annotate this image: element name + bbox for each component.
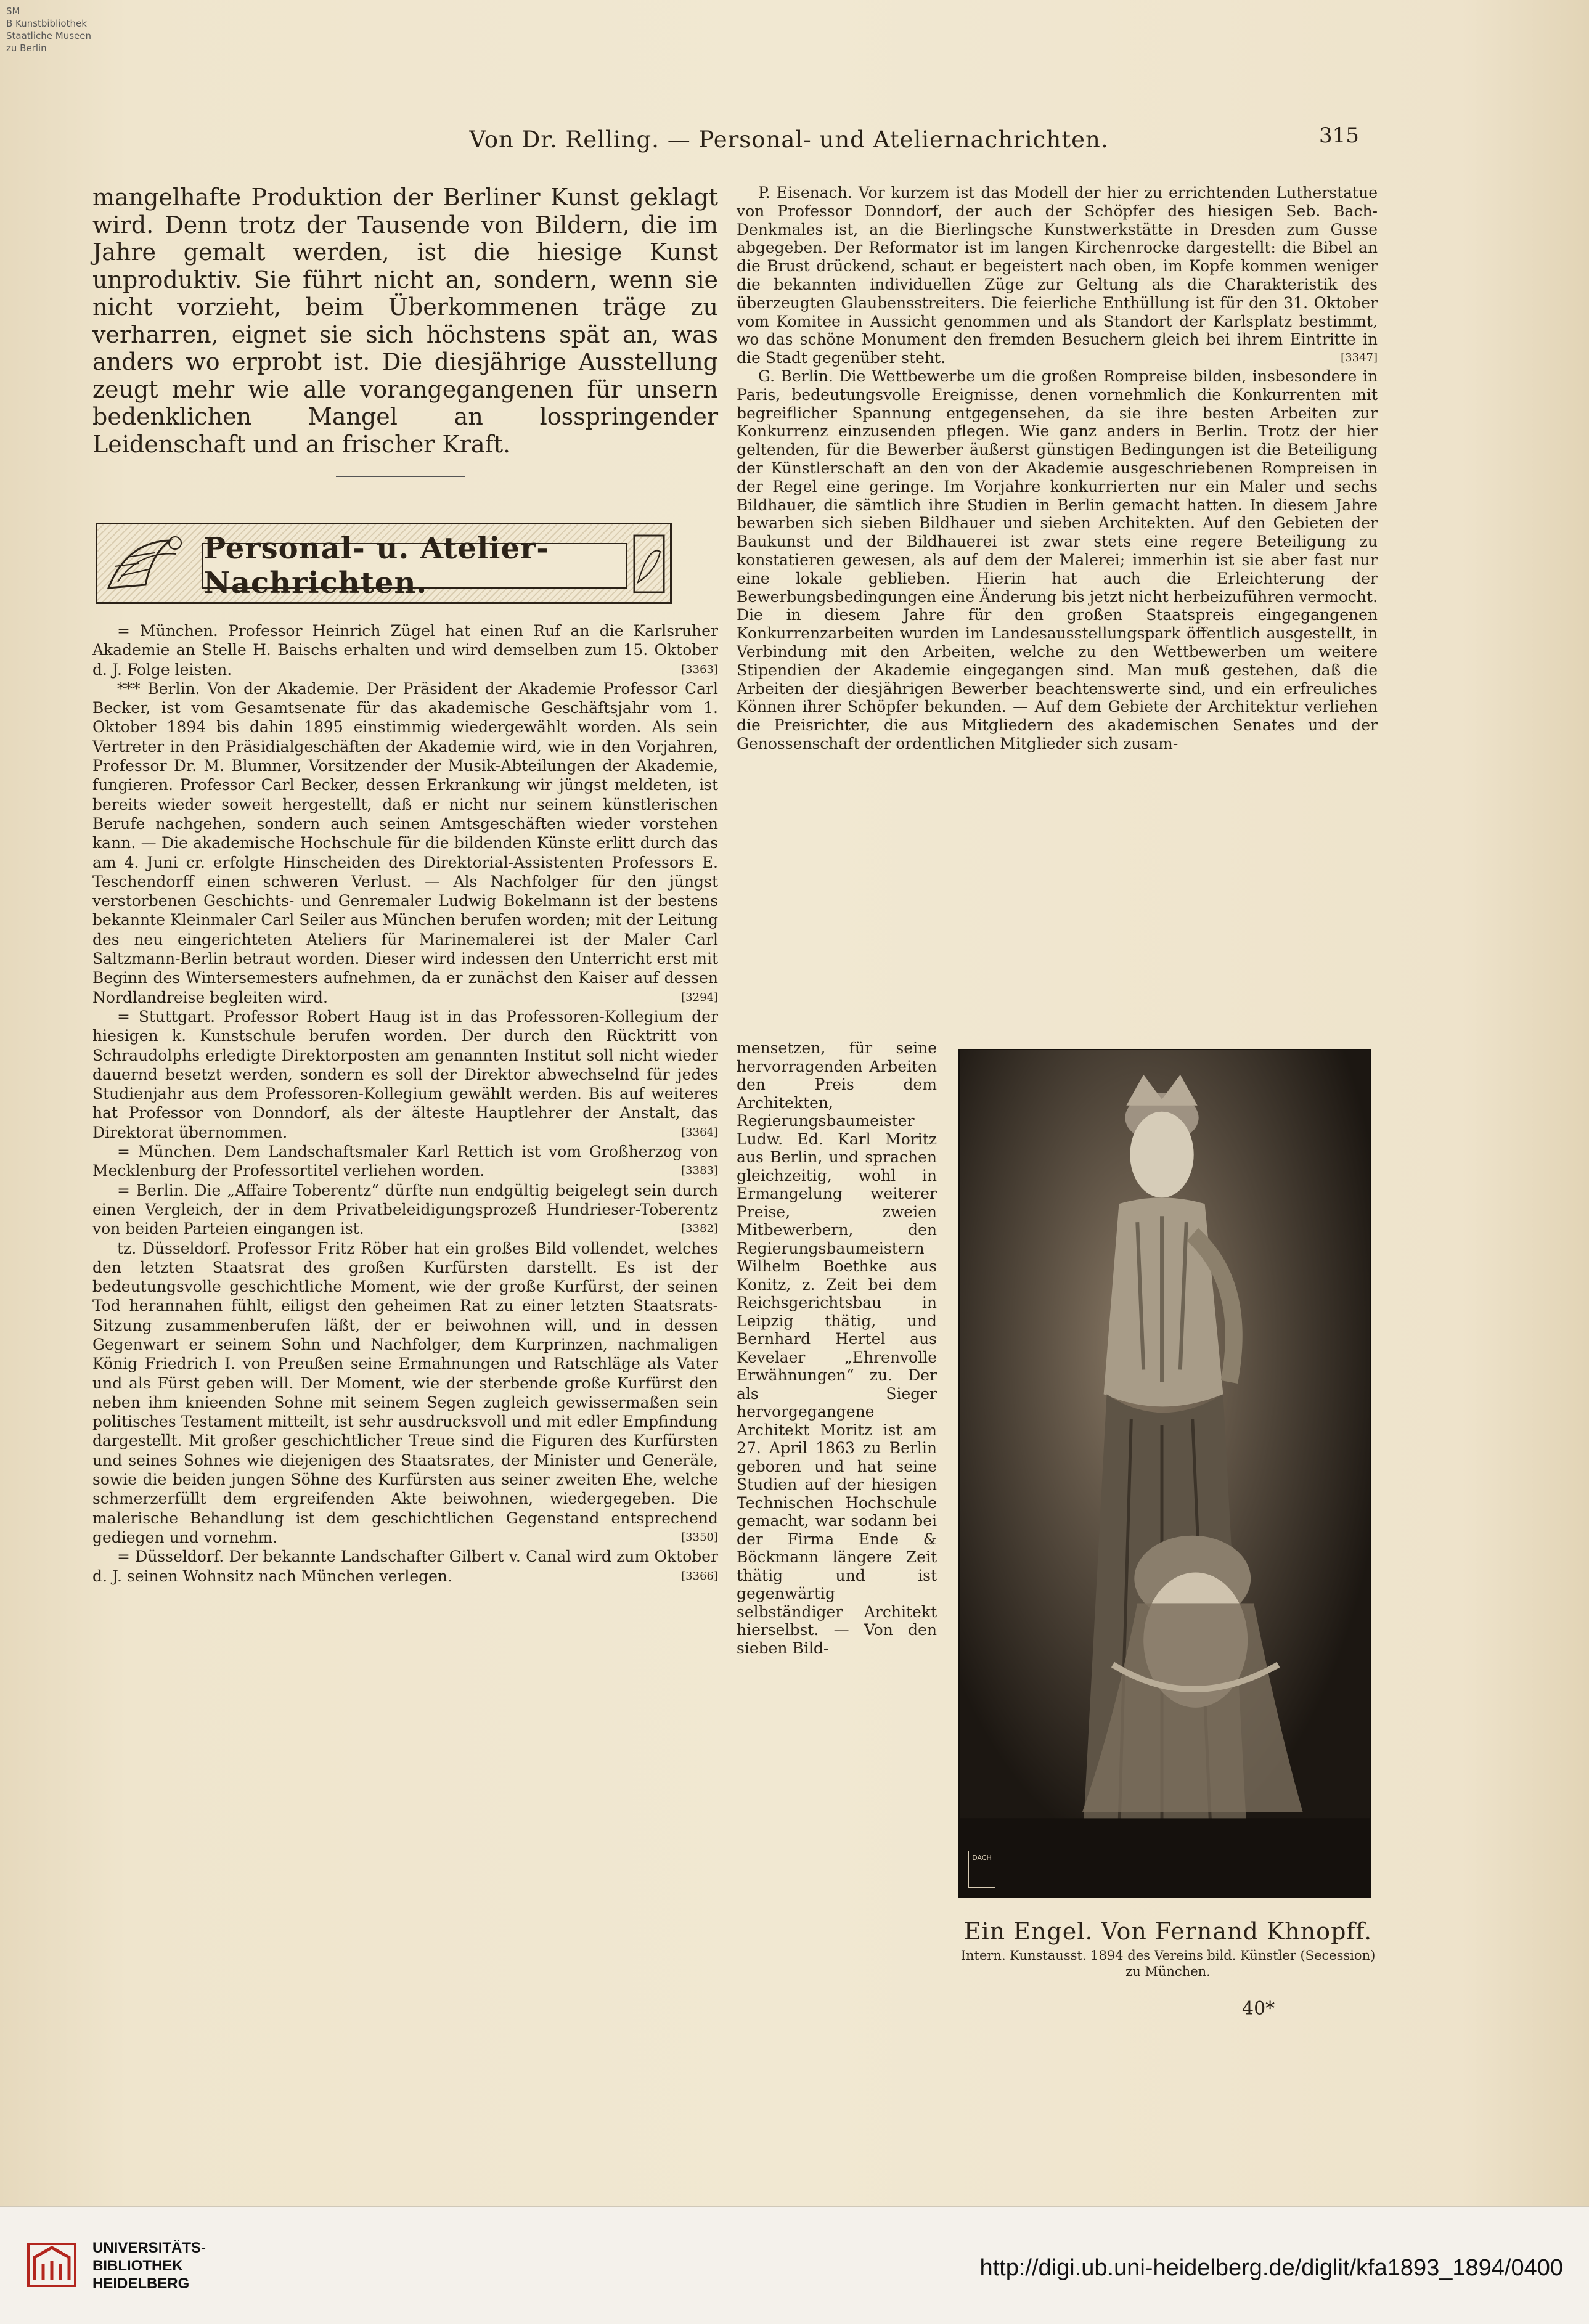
digitization-footer: [0, 2206, 1589, 2324]
institution-line: UNIVERSITÄTS-: [92, 2240, 206, 2256]
library-stamp: [6, 5, 142, 54]
institution-line: BIBLIOTHEK: [92, 2257, 183, 2274]
reference-number: [3383]: [681, 1164, 718, 1178]
news-text: = München. Dem Landschaftsmaler Karl Rettich ist vom Großherzog von Mecklenburg der Professortitel verliehen worden.: [92, 1143, 718, 1180]
narrow-column-text: mensetzen, für seine hervorragenden Arbeiten den Preis dem Architekten, Regierungsbaumeister Ludw. Ed. Karl Moritz aus Berlin, und sprachen gleichzeitig, wohl in Ermangelung weiterer Preise, zweien Mitbewerbern, den Regierungsbaumeistern Wilhelm Boethke aus Konitz, z. Zeit bei dem Reichsgerichtsbau in Leipzig thätig, und Bernhard Hertel aus Kevelaer „Ehrenvolle Erwähnungen“ zu. Der als Sieger hervorgegangene Architekt Moritz ist am 27. April 1863 zu Berlin geboren und hat seine Studien auf der hiesigen Technischen Hochschule gemacht, war sodann bei der Firma Ende & Böckmann längere Zeit thätig und ist gegenwärtig selbständiger Architekt hierselbst. — Von den sieben Bild-: [737, 1039, 937, 1657]
news-column: [92, 621, 718, 1586]
news-item: [92, 1547, 718, 1586]
ornament-wreath-icon: [102, 529, 195, 597]
news-item: [92, 1007, 718, 1142]
stamp-line: Staatliche Museen: [6, 30, 91, 41]
artist-monogram: DACH: [968, 1851, 995, 1888]
stamp-line: zu Berlin: [6, 43, 47, 54]
news-text: P. Eisenach. Vor kurzem ist das Modell der hier zu errichtenden Lutherstatue von Professor Donndorf, der auch der Schöpfer des hiesigen Seb. Bach-Denkmales ist, an die Bierlingsche Kunstwerkstätte in Dresden zum Gusse abgegeben. Der Reformator ist im langen Kirchenrocke dargestellt: die Bibel an die Brust drückend, schaut er begeistert nach oben, im Kopfe kommen weniger die bekannten individuellen Züge zur Geltung als die Charakteristik des überzeugten Glaubensstreiters. Die feierliche Enthüllung ist für den 31. Oktober vom Komitee in Aussicht genommen und als Standort der Karlsplatz bestimmt, wo das schöne Monument den fremden Besuchern gleich bei ihrem Eintritte in die Stadt gegenüber steht.: [737, 184, 1378, 367]
reference-number: [3364]: [681, 1125, 718, 1139]
lead-paragraph: [92, 184, 718, 458]
ornament-palette-icon: [632, 533, 666, 595]
institution-line: HEIDELBERG: [92, 2275, 190, 2292]
reference-number: [3363]: [681, 663, 718, 676]
news-item: [92, 621, 718, 679]
lead-text: mangelhafte Produktion der Berliner Kunst geklagt wird. Denn trotz der Tausende von Bildern, die im Jahre gemalt werden, ist die hiesige Kunst unproduktiv. Sie führt nicht an, sondern, wenn sie nicht vorzieht, beim Überkommenen träge zu verharren, eignet sie sich höchstens spät an, was anders wo erprobt ist. Die diesjährige Ausstellung zeugt mehr wie alle vorangegangenen für unsern bedenklichen Mangel an losspringender Leidenschaft und an frischer Kraft.: [92, 184, 718, 458]
news-text: G. Berlin. Die Wettbewerbe um die großen Rompreise bilden, insbesondere in Paris, bedeutungsvolle Ereignisse, denen vornehmlich die Konkurrenten mit begreiflicher Spannung entgegensehen, da sie ihre besten Arbeiten zur Konkurrenz einzusenden pflegen. Wie ganz anders in Berlin. Trotz der hier geltenden, für die Bewerber äußerst günstigen Bedingungen ist die Beteiligung der Künstlerschaft an den von der Akademie ausgeschriebenen Rompreisen in der Regel eine geringe. Im Vorjahre konkurrierten nur ein Maler und sechs Bildhauer, die sämtlich ihre Studien in Berlin gemacht hatten. In diesem Jahre bewarben sich sieben Bildhauer und sieben Architekten. Auf den Gebieten der Baukunst und der Bildhauerei ist zwar stets eine regere Beteiligung zu konstatieren gewesen, als auf dem der Malerei; immerhin ist sie aber fast nur eine lokale geblieben. Hierin hat auch die Erleichterung der Bewerbungsbedingungen eine Änderung bis jetzt nicht herbeizuführen vermocht. Die in diesem Jahre für den großen Staatspreis eingegangenen Konkurrenzarbeiten wurden im Landesausstellungspark öffentlich ausgestellt, in Verbindung mit den Arbeiten, welche zu den Wettbewerben um weitere Stipendien der Akademie eingegangen sind. Man muß gestehen, daß die Arbeiten der diesjährigen Bewerber beachtenswerte sind, und ein erfreuliches Können ihrer Schöpfer bekunden. — Auf dem Gebiete der Architektur verliehen die Preisrichter, die aus Mitgliedern des akademischen Senates und der Genossenschaft der ordentlichen Mitglieder sich zusam-: [737, 367, 1378, 752]
news-item: [92, 1142, 718, 1181]
right-column: [737, 184, 1378, 753]
news-item: [92, 1239, 718, 1547]
news-text: = Düsseldorf. Der bekannte Landschafter Gilbert v. Canal wird zum Oktober d. J. seinen Wohnsitz nach München verlegen.: [92, 1547, 718, 1585]
news-item: [92, 1181, 718, 1239]
angel-engraving-icon: [960, 1050, 1370, 1896]
news-item: [737, 184, 1378, 367]
illustration-angel: [958, 1049, 1371, 1898]
printer-signature-mark: 40*: [1242, 1998, 1275, 2020]
stamp-line: B Kunstbibliothek: [6, 18, 87, 29]
page-number: 315: [1319, 123, 1359, 148]
reference-number: [3366]: [681, 1569, 718, 1583]
source-url-link[interactable]: http://digi.ub.uni-heidelberg.de/diglit/kfa1893_1894/0400: [979, 2255, 1563, 2281]
university-library-logo-icon: [26, 2239, 78, 2291]
section-banner: [96, 523, 672, 604]
news-text: = München. Professor Heinrich Zügel hat einen Ruf an die Karlsruher Akademie an Stelle H. Baischs erhalten und wird demselben zum 15. Oktober d. J. Folge leisten.: [92, 622, 718, 679]
section-divider: [336, 476, 465, 477]
reference-number: [3382]: [681, 1222, 718, 1236]
news-text: = Stuttgart. Professor Robert Haug ist in das Professoren-Kollegium der hiesigen k. Kunstschule berufen worden. Der durch den Rücktritt von Schraudolphs erledigte Direktorposten am genannten Institut soll nicht wieder dauernd besetzt werden, sondern es soll der Direktor abwechselnd für jedes Studienjahr aus dem Professoren-Kollegium gewählt werden. Bis auf weiteres hat Professor von Donndorf, als der älteste Hauptlehrer der Anstalt, das Direktorat übernommen.: [92, 1007, 718, 1141]
stamp-line: SM: [6, 6, 20, 17]
news-item: [737, 367, 1378, 753]
reference-number: [3350]: [681, 1530, 718, 1544]
illustration-caption-subtitle: Intern. Kunstausst. 1894 des Vereins bild. Künstler (Secession) zu München.: [960, 1948, 1376, 1979]
news-text: tz. Düsseldorf. Professor Fritz Röber hat ein großes Bild vollendet, welches den letzten Staatsrat des großen Kurfürsten darstellt. Es ist der bedeutungsvolle geschichtliche Moment, wie der große Kurfürst, der seinen Tod herannahen fühlt, eiligst den geheimen Rat zu einer letzten Staatsrats-Sitzung zusammenberufen läßt, der er beiwohnen will, und in dessen Gegenwart er seinem Sohn und Nachfolger, dem Kurprinzen, nachmaligen König Friedrich I. von Preußen seine Ermahnungen und Ratschläge als Vater und als Fürst geben will. Der Moment, wie der sterbende große Kurfürst den neben ihm knieenden Sohne mit seinem Segen zugleich gewissermaßen sein politisches Testament mitteilt, ist sehr ausdrucksvoll und mit edler Empfindung dargestellt. Mit großer geschichtlicher Treue sind die Figuren des Kurfürsten und seines Sohnes wie diejenigen des Staatsrates, der Minister und Generäle, sowie die beiden jungen Söhne des Kurfürsten aus seiner zweiten Ehe, welche schmerzerfüllt dem ergreifenden Akte beiwohnen, wiedergegeben. Die malerische Behandlung ist dem geschichtlichen Gegenstand entsprechend gediegen und vornehm.: [92, 1239, 718, 1546]
news-text: *** Berlin. Von der Akademie. Der Präsident der Akademie Professor Carl Becker, ist vom Gesamtsenate für das akademische Geschäftsjahr vom 1. Oktober 1894 bis dahin 1895 einstimmig wiedergewählt worden. Als sein Vertreter in den Präsidialgeschäften der Akademie wird, wie in den Vorjahren, Professor Dr. M. Blumner, Vorsitzender der Musik-Abteilungen der Akademie, fungieren. Professor Carl Becker, dessen Erkrankung wir jüngst meldeten, ist bereits wieder soweit hergestellt, daß er nicht nur seinem künstlerischen Berufe nachgehen, sondern auch seinen Amtsgeschäften wieder vorstehen kann. — Die akademische Hochschule für die bildenden Künste erlitt durch das am 4. Juni cr. erfolgte Hinscheiden des Direktorial-Assistenten Professors E. Teschendorff einen schweren Verlust. — Als Nachfolger für den jüngst verstorbenen Geschichts- und Genremaler Ludwig Bokelmann ist der bestens bekannte Kleinmaler Carl Seiler aus München berufen worden; mit der Leitung des neu eingerichteten Ateliers für Marinemalerei ist der Maler Carl Saltzmann-Berlin betraut worden. Dieser wird indessen den Unterricht erst mit Beginn des Wintersemesters aufnehmen, da er zunächst den Kaiser auf dessen Nordlandreise begleiten wird.: [92, 679, 718, 1006]
illustration-caption-title: Ein Engel. Von Fernand Khnopff.: [963, 1918, 1373, 1945]
banner-title: Personal- u. Atelier-Nachrichten.: [202, 543, 627, 589]
news-text: = Berlin. Die „Affaire Toberentz“ dürfte nun endgültig beigelegt sein durch einen Vergleich, der in dem Privatbeleidigungsprozeß Hundrieser-Toberentz von beiden Parteien eingangen ist.: [92, 1181, 718, 1238]
institution-name: [92, 2239, 206, 2293]
news-item: [92, 679, 718, 1007]
reference-number: [3294]: [681, 990, 718, 1004]
running-head: Von Dr. Relling. — Personal- und Ateliernachrichten.: [469, 126, 1109, 153]
reference-number: [3347]: [1341, 351, 1378, 365]
